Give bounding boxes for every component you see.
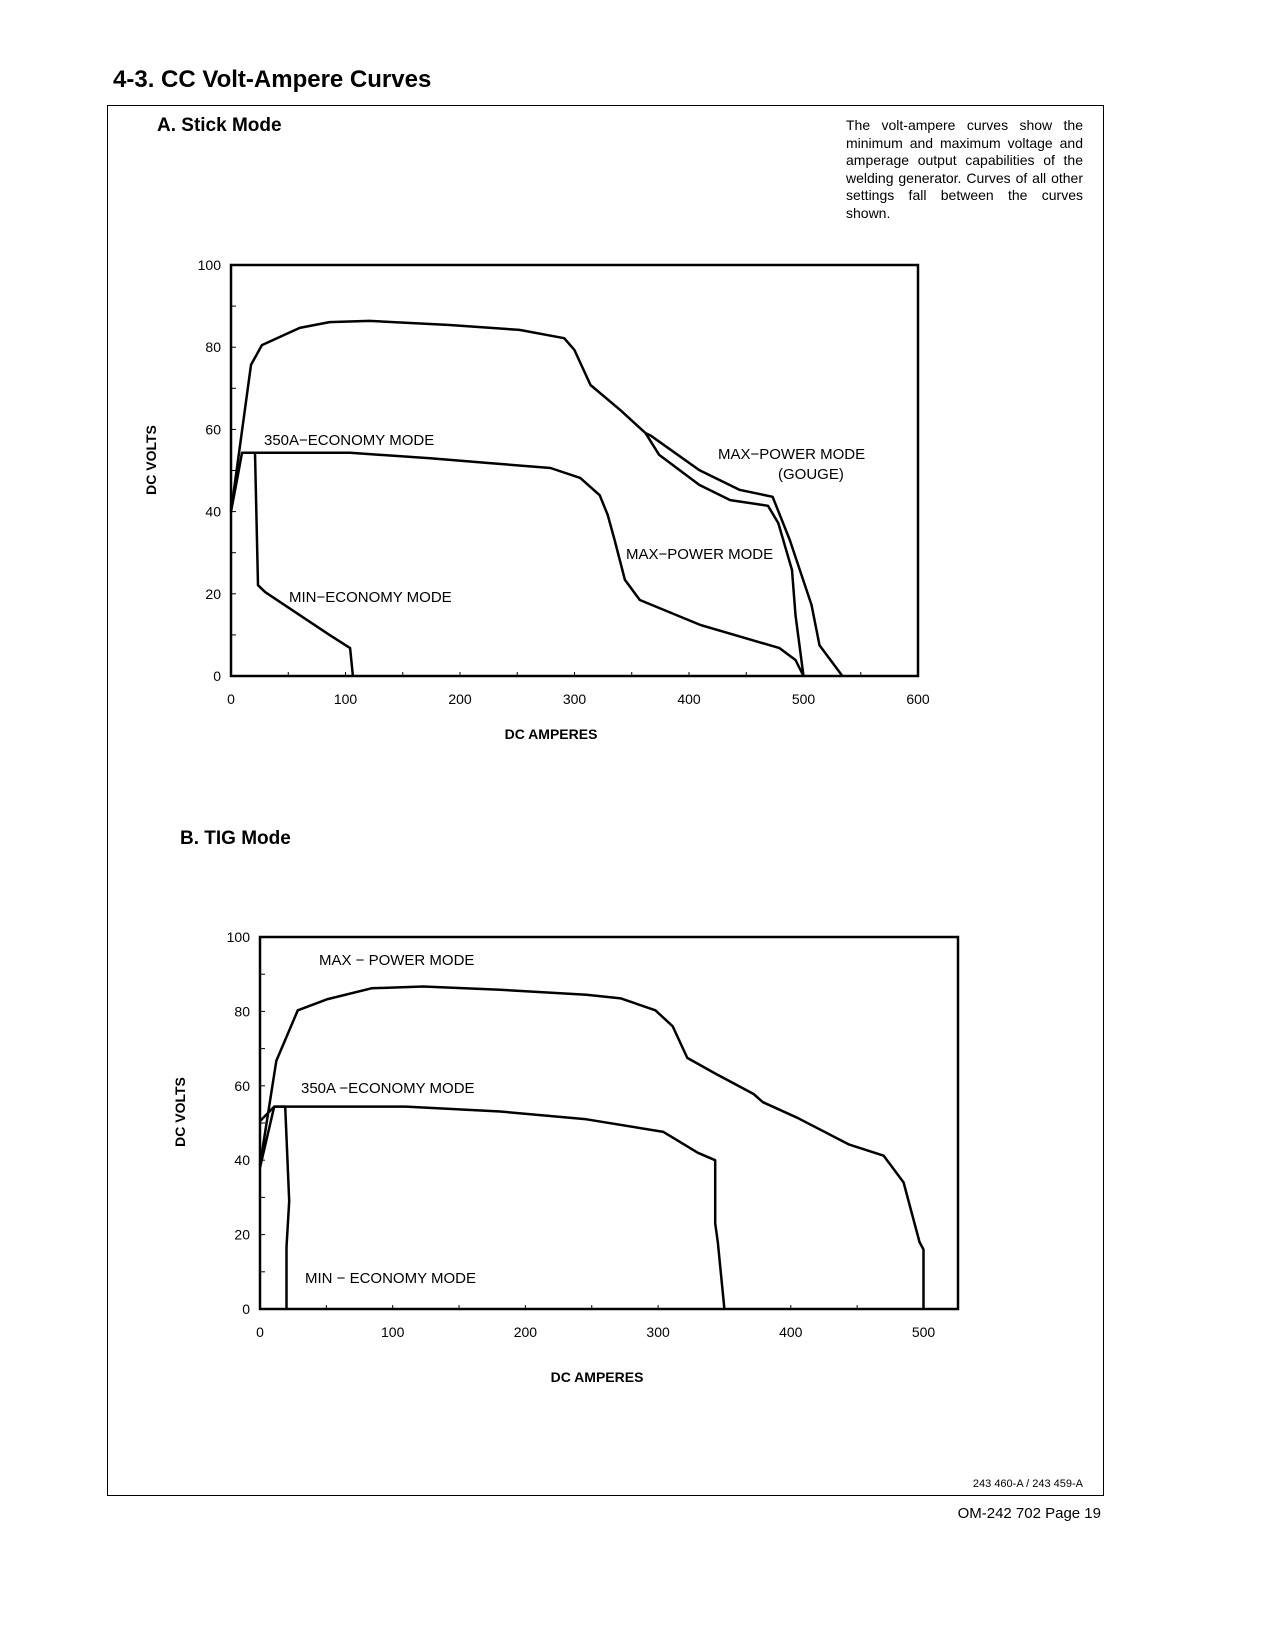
y-tick-label: 60 bbox=[234, 1077, 250, 1094]
annotation-max-power: MAX−POWER MODE bbox=[626, 546, 774, 563]
x-tick-label: 400 bbox=[677, 691, 701, 707]
y-tick-label: 0 bbox=[213, 668, 221, 684]
x-tick-label: 300 bbox=[646, 1324, 670, 1340]
annotation-max-power-gouge: MAX−POWER MODE bbox=[718, 446, 866, 463]
y-tick-label: 80 bbox=[234, 1003, 250, 1020]
stick-mode-chart bbox=[140, 250, 960, 760]
x-tick-label: 500 bbox=[791, 691, 816, 707]
annotation-gouge: (GOUGE) bbox=[778, 466, 844, 483]
series-line-350a-economy-mode bbox=[231, 453, 804, 676]
x-tick-label: 0 bbox=[227, 691, 235, 707]
x-tick-label: 0 bbox=[256, 1324, 264, 1340]
annotation-min-economy: MIN−ECONOMY MODE bbox=[289, 589, 452, 606]
annotation-max-power: MAX − POWER MODE bbox=[319, 952, 475, 969]
series-line-max-power-mode bbox=[260, 987, 924, 1310]
x-tick-label: 300 bbox=[562, 691, 587, 707]
annotation-350a-economy: 350A −ECONOMY MODE bbox=[301, 1080, 475, 1097]
y-tick-label: 100 bbox=[197, 257, 221, 273]
y-tick-label: 40 bbox=[234, 1152, 250, 1169]
series-line-max-power-mode bbox=[231, 321, 804, 676]
y-tick-label: 40 bbox=[205, 503, 221, 520]
y-tick-label: 20 bbox=[205, 585, 221, 602]
y-tick-label: 20 bbox=[234, 1226, 250, 1243]
page-title: 4-3. CC Volt-Ampere Curves bbox=[113, 66, 432, 93]
y-axis-label: DC VOLTS bbox=[143, 425, 159, 495]
section-a-title: A. Stick Mode bbox=[157, 115, 282, 136]
y-tick-label: 100 bbox=[226, 929, 250, 945]
page-number: OM-242 702 Page 19 bbox=[957, 1505, 1101, 1522]
series-line-min-economy-mode bbox=[255, 453, 353, 676]
x-tick-label: 100 bbox=[333, 691, 358, 707]
figure-ids: 243 460-A / 243 459-A bbox=[972, 1478, 1083, 1490]
description-text: The volt-ampere curves show the minimum and maximum voltage and amperage output capabilities of the welding generator. Curves of all other settings fall between the curves shown. bbox=[846, 117, 1083, 221]
y-axis-label: DC VOLTS bbox=[172, 1077, 188, 1147]
annotation-min-economy: MIN − ECONOMY MODE bbox=[305, 1270, 476, 1287]
x-tick-label: 600 bbox=[906, 691, 930, 707]
x-tick-label: 100 bbox=[381, 1324, 405, 1340]
x-tick-label: 500 bbox=[911, 1324, 936, 1340]
x-tick-label: 200 bbox=[448, 691, 472, 707]
y-tick-label: 80 bbox=[205, 339, 221, 356]
x-tick-label: 400 bbox=[779, 1324, 803, 1340]
annotation-350a-economy: 350A−ECONOMY MODE bbox=[264, 432, 435, 449]
section-b-title: B. TIG Mode bbox=[180, 828, 291, 849]
tig-mode-chart bbox=[165, 925, 985, 1405]
y-tick-label: 60 bbox=[205, 421, 221, 438]
x-axis-label: DC AMPERES bbox=[504, 726, 598, 742]
x-tick-label: 200 bbox=[513, 1324, 538, 1340]
y-tick-label: 0 bbox=[242, 1301, 250, 1317]
x-axis-label: DC AMPERES bbox=[550, 1369, 644, 1385]
